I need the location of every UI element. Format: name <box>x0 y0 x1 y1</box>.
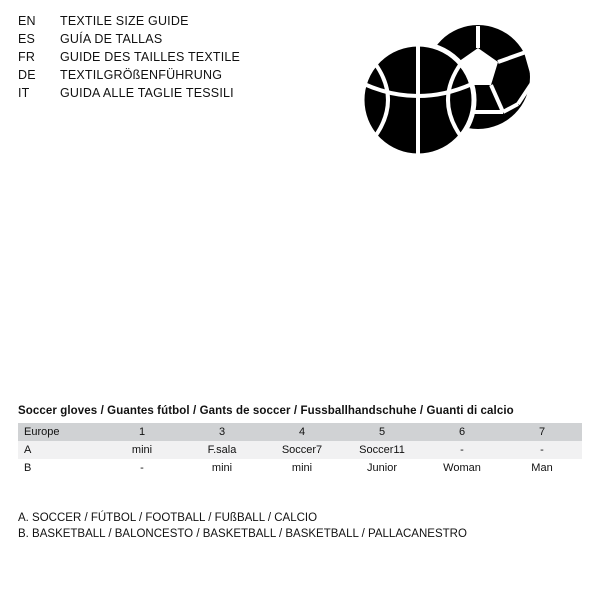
table-title: Soccer gloves / Guantes fútbol / Gants de soccer / Fussballhandschuhe / Guanti di calcio <box>18 405 514 417</box>
table-row <box>18 441 582 459</box>
table-cell: Soccer7 <box>262 441 342 459</box>
table-header-cell: Europe <box>18 423 102 441</box>
footnotes <box>18 510 582 542</box>
table-header-row <box>18 423 582 441</box>
table-row-label: B <box>18 459 102 477</box>
legend-language-title: TEXTILE SIZE GUIDE <box>60 14 189 28</box>
table-cell: - <box>102 459 182 477</box>
legend-row <box>18 50 348 68</box>
basketball-icon <box>362 44 474 156</box>
legend-language-code: IT <box>18 86 30 100</box>
legend-language-title: GUÍA DE TALLAS <box>60 32 163 46</box>
legend-language-title: GUIDE DES TAILLES TEXTILE <box>60 50 241 64</box>
footnote-a: A. SOCCER / FÚTBOL / FOOTBALL / FUßBALL / CALCIO <box>18 512 318 524</box>
size-table-block <box>18 405 582 477</box>
legend-row <box>18 68 348 86</box>
legend-language-code: ES <box>18 32 36 46</box>
legend-language-code: DE <box>18 68 36 82</box>
legend-row <box>18 32 348 50</box>
table-cell: F.sala <box>182 441 262 459</box>
table-cell: - <box>422 441 502 459</box>
legend-language-code: FR <box>18 50 36 64</box>
table-cell: Woman <box>422 459 502 477</box>
table-header-cell: 1 <box>102 423 182 441</box>
table-header-cell: 4 <box>262 423 342 441</box>
language-legend <box>18 14 348 104</box>
size-table <box>18 423 582 477</box>
table-cell: mini <box>102 441 182 459</box>
footnote-b: B. BASKETBALL / BALONCESTO / BASKETBALL / BASKETBALL / PALLACANESTRO <box>18 528 467 540</box>
table-cell: mini <box>182 459 262 477</box>
legend-language-title: GUIDA ALLE TAGLIE TESSILI <box>60 86 234 100</box>
table-cell: - <box>502 441 582 459</box>
table-header-cell: 5 <box>342 423 422 441</box>
table-cell: Man <box>502 459 582 477</box>
table-header-cell: 7 <box>502 423 582 441</box>
legend-language-code: EN <box>18 14 36 28</box>
legend-row <box>18 14 348 32</box>
table-cell: Soccer11 <box>342 441 422 459</box>
table-header-cell: 3 <box>182 423 262 441</box>
basketball-and-soccer-ball-illustration <box>350 22 550 167</box>
table-cell: Junior <box>342 459 422 477</box>
table-row <box>18 459 582 477</box>
legend-language-title: TEXTILGRÖßENFÜHRUNG <box>60 68 223 82</box>
table-header-cell: 6 <box>422 423 502 441</box>
table-cell: mini <box>262 459 342 477</box>
table-row-label: A <box>18 441 102 459</box>
legend-row <box>18 86 348 104</box>
